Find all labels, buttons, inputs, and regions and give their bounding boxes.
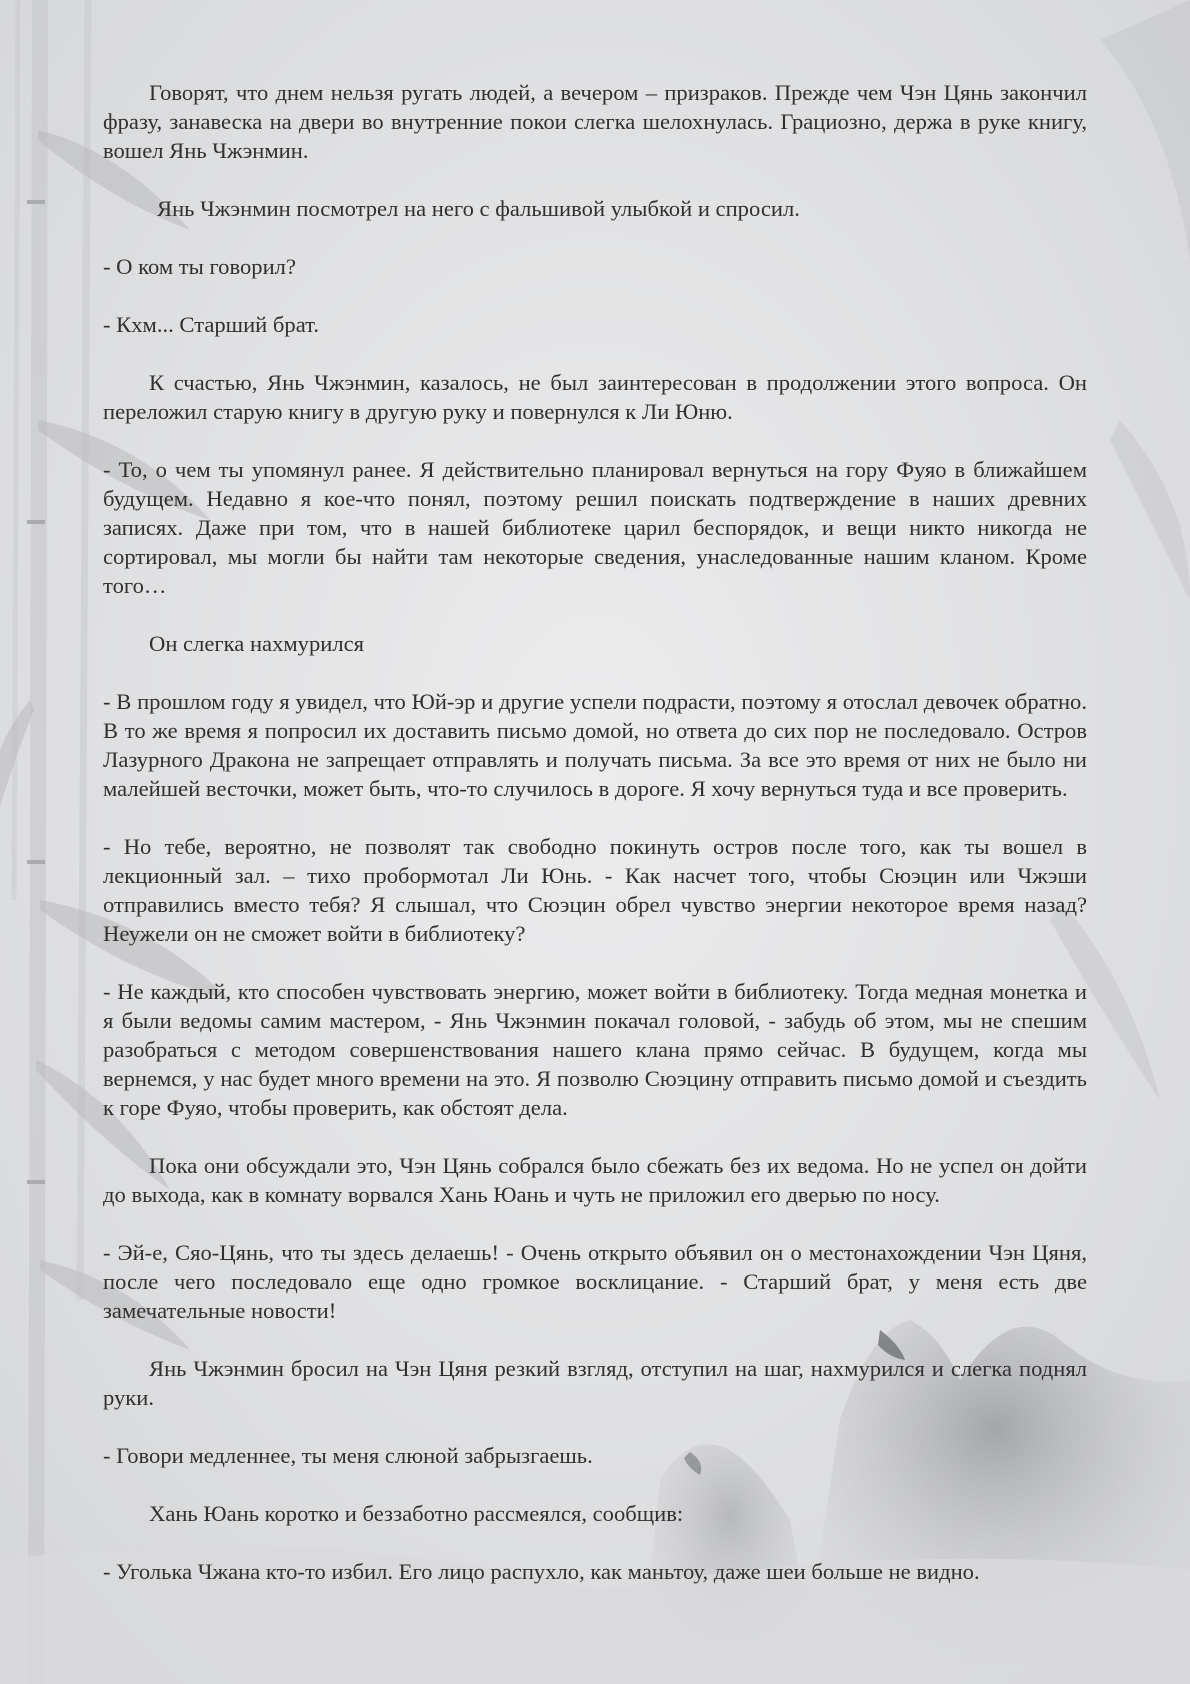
paragraph-14-dialogue: - Говори медленнее, ты меня слюной забрызгаешь.: [103, 1443, 593, 1468]
paragraph-15: Хань Юань коротко и беззаботно рассмеялся, сообщив:: [149, 1501, 684, 1526]
paragraph-6-dialogue: - То, о чем ты упомянул ранее. Я действительно планировал вернуться на гору Фуяо в ближайшем будущем. Недавно я кое-что понял, поэтому решил поискать подтверждение в наших древних записях. Даже при том, что в нашей библиотеке царил беспорядок, и вещи никто никогда не сортировал, мы могли бы найти там некоторые сведения, унаследованные нашим кланом. Кроме того…: [103, 457, 1087, 598]
document-body: [103, 78, 1087, 1586]
paragraph-1: Говорят, что днем нельзя ругать людей, а вечером – призраков. Прежде чем Чэн Цянь закончил фразу, занавеска на двери во внутренние покои слегка шелохнулась. Грациозно, держа в руке книгу, вошел Янь Чжэнмин.: [103, 80, 1087, 163]
paragraph-7: Он слегка нахмурился: [149, 631, 365, 656]
paragraph-10-dialogue: - Не каждый, кто способен чувствовать энергию, может войти в библиотеку. Тогда медная монетка и я были ведомы самим мастером, - Янь Чжэнмин покачал головой, - забудь об этом, мы не спешим разобраться с методом совершенствования нашего клана прямо сейчас. В будущем, когда мы вернемся, у нас будет много времени на это. Я позволю Сюэцину отправить письмо домой и съездить к горе Фуяо, чтобы проверить, как обстоят дела.: [103, 979, 1087, 1120]
paragraph-5: К счастью, Янь Чжэнмин, казалось, не был заинтересован в продолжении этого вопроса. Он переложил старую книгу в другую руку и повернулся к Ли Юню.: [103, 370, 1087, 424]
paragraph-11: Пока они обсуждали это, Чэн Цянь собрался было сбежать без их ведома. Но не успел он дойти до выхода, как в комнату ворвался Хань Юань и чуть не приложил его дверью по носу.: [103, 1153, 1087, 1207]
paragraph-4-dialogue: - Кхм... Старший брат.: [103, 312, 319, 337]
paragraph-12-dialogue: - Эй-е, Сяо-Цянь, что ты здесь делаешь! - Очень открыто объявил он о местонахождении Чэн Цяня, после чего последовало еще одно громкое восклицание. - Старший брат, у меня есть две замечательные новости!: [103, 1240, 1087, 1323]
paragraph-16-dialogue: - Уголька Чжана кто-то избил. Его лицо распухло, как маньтоу, даже шеи больше не видно.: [103, 1559, 980, 1584]
paragraph-13: Янь Чжэнмин бросил на Чэн Цяня резкий взгляд, отступил на шаг, нахмурился и слегка поднял руки.: [103, 1356, 1087, 1410]
paragraph-8-dialogue: - В прошлом году я увидел, что Юй-эр и другие успели подрасти, поэтому я отослал девочек обратно. В то же время я попросил их доставить письмо домой, но ответа до сих пор не последовало. Остров Лазурного Дракона не запрещает отправлять и получать письма. За все это время от них не было ни малейшей весточки, может быть, что-то случилось в дороге. Я хочу вернуться туда и все проверить.: [103, 689, 1087, 801]
paragraph-3-dialogue: - О ком ты говорил?: [103, 254, 296, 279]
paragraph-2: Янь Чжэнмин посмотрел на него с фальшивой улыбкой и спросил.: [157, 196, 800, 221]
paragraph-9-dialogue: - Но тебе, вероятно, не позволят так свободно покинуть остров после того, как ты вошел в лекционный зал. – тихо пробормотал Ли Юнь. - Как насчет того, чтобы Сюэцин или Чжэши отправились вместо тебя? Я слышал, что Сюэцин обрел чувство энергии некоторое время назад? Неужели он не сможет войти в библиотеку?: [103, 834, 1087, 946]
